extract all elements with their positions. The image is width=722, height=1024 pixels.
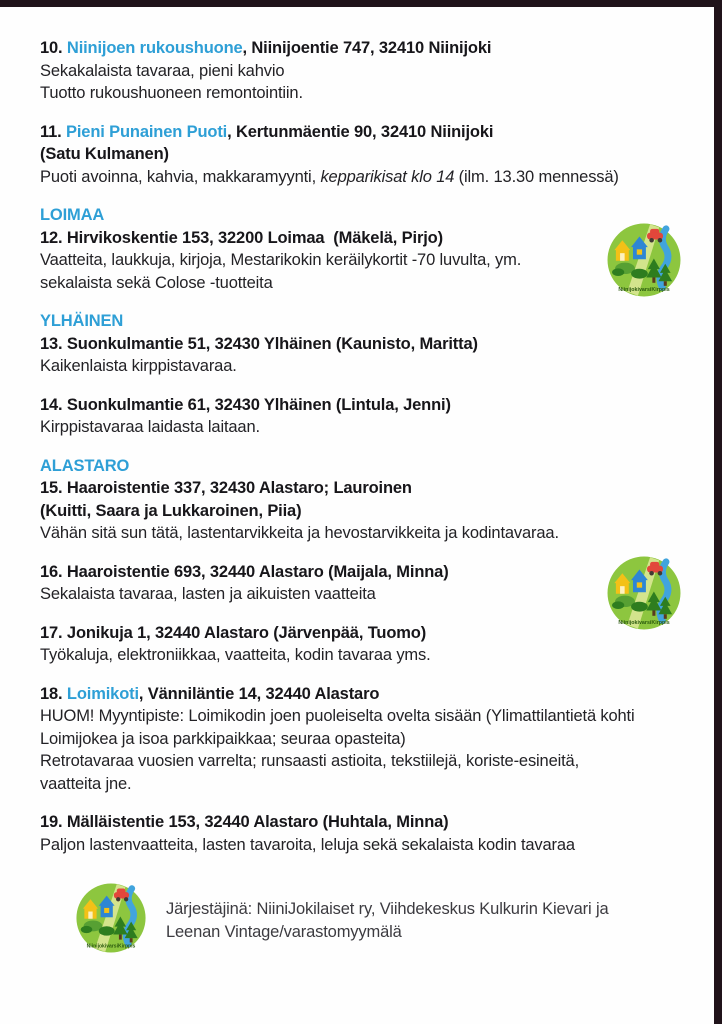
text-segment: 10. xyxy=(40,39,67,57)
entry-line xyxy=(40,644,668,667)
text-segment: Niinijoen rukoushuone xyxy=(66,39,243,57)
text-segment: (Satu Kulmanen) xyxy=(40,145,169,163)
text-segment: Vaatteita, laukkuja, kirjoja, Mestarikokin keräilykortit -70 luvulta, ym. xyxy=(40,251,522,269)
event-logo xyxy=(75,882,147,954)
text-segment: 13. Suonkulmantie 51, 32430 Ylhäinen (Kaunisto, Maritta) xyxy=(40,334,478,353)
entry-line xyxy=(40,394,668,417)
text-segment: 11. xyxy=(40,122,67,141)
text-segment: Työkaluja, elektroniikkaa, vaatteita, kodin tavaraa yms. xyxy=(40,646,431,664)
entry-line xyxy=(40,811,668,834)
entry-line xyxy=(40,60,668,83)
text-segment: Tuotto rukoushuoneen remontointiin. xyxy=(40,84,303,102)
text-segment: Loimijokea ja isoa parkkipaikkaa; seuraa opasteita) xyxy=(40,729,406,748)
text-segment: 18. xyxy=(40,684,67,703)
entry-line xyxy=(40,204,668,227)
text-segment: Pieni Punainen Puoti xyxy=(66,122,228,141)
text-segment: Vähän sitä sun tätä, lastentarvikkeita ja hevostarvikkeita ja kodintavaraa. xyxy=(40,524,559,542)
entry-line xyxy=(40,773,668,796)
listing-block xyxy=(40,310,668,378)
entry-line xyxy=(40,249,668,272)
text-segment: Loimikoti xyxy=(66,684,139,703)
text-segment: Sekalaista tavaraa, lasten ja aikuisten vaatteita xyxy=(40,585,376,603)
entry-line xyxy=(40,561,668,584)
text-segment: Puoti avoinna, kahvia, makkaramyynti, xyxy=(40,167,321,186)
text-segment: Paljon lastenvaatteita, lasten tavaroita, leluja sekä sekalaista kodin tavaraa xyxy=(40,835,575,854)
listing-block xyxy=(40,683,668,796)
entry-line xyxy=(40,37,668,60)
entry-line xyxy=(40,705,668,728)
niinijokivarsikirppis-logo-graphic xyxy=(75,882,147,954)
organizers-line: Järjestäjinä: NiiniJokilaiset ry, Viihdekeskus Kulkurin Kievari ja xyxy=(166,900,609,918)
entry-line xyxy=(40,683,668,706)
text-segment: vaatteita jne. xyxy=(40,774,132,793)
event-logo xyxy=(606,555,682,631)
text-segment: (Kuitti, Saara ja Lukkaroinen, Piia) xyxy=(40,501,302,520)
niinijokivarsikirppis-logo-graphic xyxy=(606,222,682,298)
listing-block xyxy=(40,37,668,105)
entry-line xyxy=(40,500,668,523)
entry-line xyxy=(40,82,668,105)
entry-line xyxy=(40,121,668,144)
entry-line xyxy=(40,310,668,333)
text-segment: 17. Jonikuja 1, 32440 Alastaro (Järvenpää, Tuomo) xyxy=(40,623,427,642)
organizers-text xyxy=(166,884,609,943)
text-segment: Kaikenlaista kirppistavaraa. xyxy=(40,357,237,375)
text-segment: , Niinijoentie 747, 32410 Niinijoki xyxy=(242,39,492,57)
entry-line xyxy=(40,333,668,356)
entry-line xyxy=(40,416,668,439)
entry-line xyxy=(40,227,668,250)
entry-line xyxy=(40,834,668,857)
entry-line xyxy=(40,750,668,773)
entry-line xyxy=(40,583,668,606)
text-segment: ALASTARO xyxy=(40,456,130,475)
text-segment: Kirppistavaraa laidasta laitaan. xyxy=(40,418,260,436)
text-segment: 16. Haaroistentie 693, 32440 Alastaro (Maijala, Minna) xyxy=(40,562,449,581)
text-segment: kepparikisat klo 14 xyxy=(320,167,455,186)
text-segment: 12. Hirvikoskentie 153, 32200 Loimaa (Mäkelä, Pirjo) xyxy=(40,228,443,247)
text-segment: sekalaista sekä Colose -tuotteita xyxy=(40,273,273,292)
entry-line xyxy=(40,455,668,478)
listing-block xyxy=(40,394,668,439)
entry-line xyxy=(40,477,668,500)
entry-line xyxy=(40,143,668,166)
text-segment: 14. Suonkulmantie 61, 32430 Ylhäinen (Lintula, Jenni) xyxy=(40,395,451,414)
text-segment: 19. Mälläistentie 153, 32440 Alastaro (Huhtala, Minna) xyxy=(40,813,449,831)
organizers-footer xyxy=(75,884,668,954)
svg-text:NiinijokivarsiKirppis: NiinijokivarsiKirppis xyxy=(618,619,670,626)
entry-line xyxy=(40,619,670,645)
listing-block xyxy=(40,619,670,667)
listing-block xyxy=(40,561,670,626)
text-segment: , Kertunmäentie 90, 32410 Niinijoki xyxy=(227,122,494,141)
svg-text:NiinijokivarsiKirppis: NiinijokivarsiKirppis xyxy=(618,287,670,294)
text-segment: LOIMAA xyxy=(40,206,105,224)
entry-line xyxy=(40,355,668,378)
entry-line xyxy=(40,272,668,295)
svg-text:NiinijokivarsiKirppis: NiinijokivarsiKirppis xyxy=(86,943,136,950)
text-segment: 15. Haaroistentie 337, 32430 Alastaro; Lauroinen xyxy=(40,479,412,497)
entry-line xyxy=(40,522,668,545)
event-logo xyxy=(606,222,682,298)
entry-line xyxy=(40,728,668,751)
text-segment: (ilm. 13.30 mennessä) xyxy=(454,167,619,186)
text-segment: Retrotavaraa vuosien varrelta; runsaasti astioita, tekstiilejä, koriste-esineitä, xyxy=(40,752,580,770)
text-segment: HUOM! Myyntipiste: Loimikodin joen puoleiselta ovelta sisään (Ylimattilantietä kohti xyxy=(40,707,635,725)
niinijokivarsikirppis-logo-graphic xyxy=(606,555,682,631)
text-segment: YLHÄINEN xyxy=(40,312,124,330)
text-segment: Sekakalaista tavaraa, pieni kahvio xyxy=(40,61,285,80)
listing-block xyxy=(40,121,668,189)
listing-block xyxy=(40,204,668,294)
text-segment: , Vänniläntie 14, 32440 Alastaro xyxy=(138,684,380,703)
listing-block xyxy=(40,455,668,545)
entry-line xyxy=(40,166,668,189)
listing-block xyxy=(40,811,668,856)
organizers-line: Leenan Vintage/varastomyymälä xyxy=(166,922,402,941)
